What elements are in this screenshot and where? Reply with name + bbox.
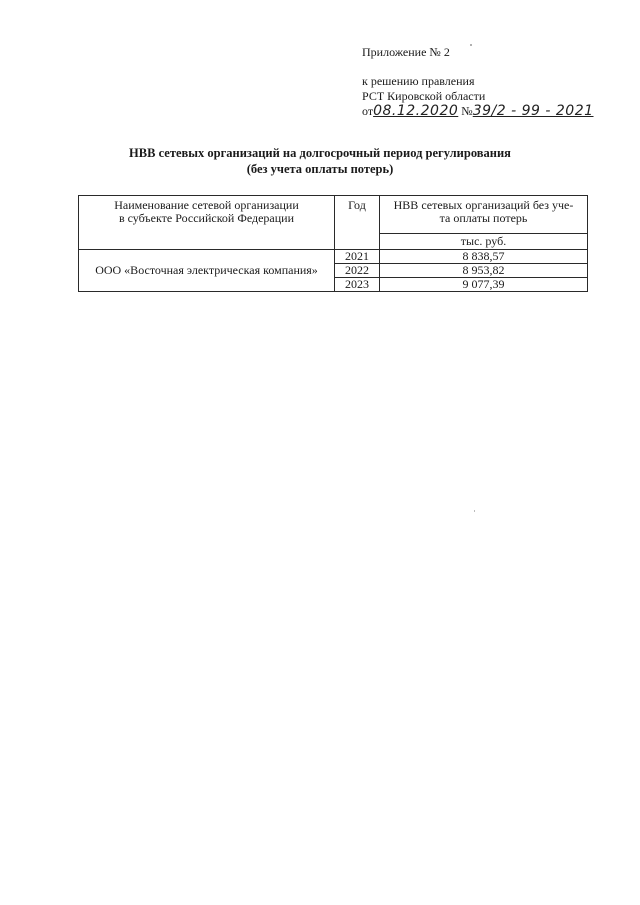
header-name-line2: в субъекте Российской Федерации: [118, 211, 295, 225]
decision-reference-line1: к решению правления: [362, 74, 475, 88]
document-title-line1: НВВ сетевых организаций на долгосрочный период регулирования: [129, 146, 511, 160]
value-cell: 8 953,82: [380, 264, 588, 278]
nvv-table: [78, 195, 588, 292]
value-cell: 8 838,57: [380, 250, 588, 264]
decision-reference-line2: РСТ Кировской области: [362, 89, 486, 103]
header-value-line1: НВВ сетевых организаций без уче-: [393, 198, 574, 212]
handwritten-date: 08.12.2020: [373, 103, 459, 119]
value-cell: 9 077,39: [380, 278, 588, 292]
table-row: [79, 250, 588, 264]
header-year: Год: [335, 196, 380, 250]
from-prefix: от: [362, 104, 374, 118]
year-cell: 2022: [335, 264, 380, 278]
header-unit: тыс. руб.: [380, 233, 588, 249]
decision-date-number: [362, 103, 594, 119]
year-cell: 2023: [335, 278, 380, 292]
header-value-line2: та оплаты потерь: [439, 211, 528, 225]
header-name-line1: Наименование сетевой организации: [114, 198, 299, 212]
header-organization-name: [79, 196, 335, 250]
appendix-label: Приложение № 2: [362, 45, 450, 59]
handwritten-number: 39/2 - 99 - 2021: [472, 103, 594, 119]
organization-cell: ООО «Восточная электрическая компания»: [79, 250, 335, 292]
scan-speck: [470, 44, 472, 46]
number-prefix: №: [461, 104, 473, 118]
header-nvv-value: [380, 196, 588, 234]
table-header-row: [79, 196, 588, 234]
scan-speck: [474, 510, 475, 512]
year-cell: 2021: [335, 250, 380, 264]
document-title-line2: (без учета оплаты потерь): [246, 162, 394, 176]
